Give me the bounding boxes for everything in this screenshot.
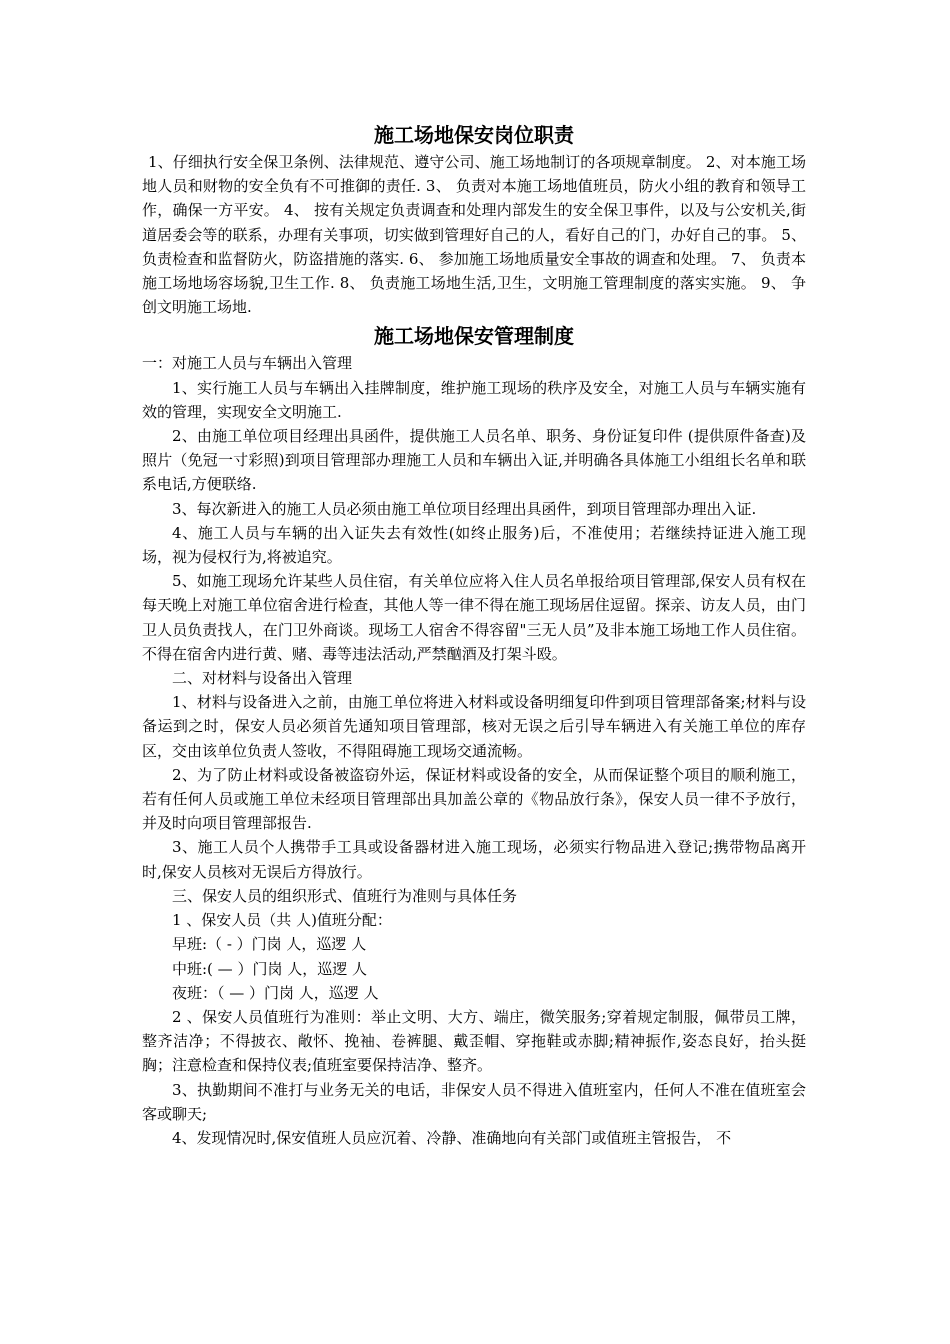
- section3-heading: 三、保安人员的组织形式、值班行为准则与具体任务: [172, 886, 518, 905]
- shift-morning: 早班:（ - ）门岗 人，巡逻 人: [172, 935, 367, 954]
- section1-item: 2、由施工单位项目经理出具函件，提供施工人员名单、职务、身份证复印件 (提供原件备查)及照片（免冠一寸彩照)到项目管理部办理施工人员和车辆出入证,并明确各具体施工小组组长名单和联系电话,方便联络.: [142, 427, 806, 494]
- section2-item: 3、施工人员个人携带手工具或设备器材进入施工现场，必须实行物品进入登记;携带物品离开时,保安人员核对无误后方得放行。: [142, 838, 806, 881]
- title-duties: 施工场地保安岗位职责: [374, 123, 574, 147]
- section3-item: 1 、保安人员（共 人)值班分配：: [172, 911, 392, 930]
- section1-item: 5、如施工现场允许某些人员住宿，有关单位应将入住人员名单报给项目管理部,保安人员有权在每天晚上对施工单位宿舍进行检查，其他人等一律不得在施工现场居住逗留。探亲、访友人员，由门卫人员负责找人，在门卫外商谈。现场工人宿舍不得容留"三无人员”及非本施工场地工作人员住宿。不得在宿舍内进行黄、赌、毒等违法活动,严禁酗酒及打架斗殴。: [142, 572, 806, 663]
- section1-item: 3、每次新进入的施工人员必须由施工单位项目经理出具函件，到项目管理部办理出入证.: [172, 499, 757, 518]
- section3-item: 4、发现情况时,保安值班人员应沉着、冷静、准确地向有关部门或值班主管报告， 不: [172, 1128, 732, 1147]
- section1-item: 1、实行施工人员与车辆出入挂牌制度，维护施工现场的秩序及安全，对施工人员与车辆实施有效的管理，实现安全文明施工.: [142, 378, 806, 421]
- section3-item: 2 、保安人员值班行为准则：举止文明、大方、端庄，微笑服务;穿着规定制服，佩带员工牌，整齐洁净；不得披衣、敞怀、挽袖、卷裤腿、戴歪帽、穿拖鞋或赤脚;精神振作,姿态良好，抬头挺胸；注意检查和保持仪表;值班室要保持洁净、整齐。: [142, 1007, 806, 1075]
- section2-heading: 二、对材料与设备出入管理: [172, 669, 353, 688]
- duties-paragraph: 1、仔细执行安全保卫条例、法律规范、遵守公司、施工场地制订的各项规章制度。 2、对本施工场地人员和财物的安全负有不可推御的责任. 3、 负责对本施工场地值班员，防火小组的教育和领导工作，确保一方平安。 4、 按有关规定负责调查和处理内部发生的安全保卫事件，以及与公安机关,街道居委会等的联系，办理有关事项，切实做到管理好自己的人，看好自己的门，办好自己的事。 5、 负责检查和监督防火，防盗措施的落实. 6、 参加施工场地质量安全事故的调查和处理。 7、 负责本施工场地场容场貌,卫生工作. 8、 负责施工场地生活,卫生，文明施工管理制度的落实实施。 9、 争创文明施工场地.: [142, 153, 806, 317]
- section2-item: 2、为了防止材料或设备被盗窃外运，保证材料或设备的安全，从而保证整个项目的顺利施工，若有任何人员或施工单位未经项目管理部出具加盖公章的《物品放行条》，保安人员一律不予放行，并及时向项目管理部报告.: [142, 765, 806, 833]
- section1-item: 4、施工人员与车辆的出入证失去有效性(如终止服务)后，不准使用；若继续持证进入施工现场，视为侵权行为,将被追究。: [142, 523, 806, 567]
- section3-item: 3、执勤期间不准打与业务无关的电话，非保安人员不得进入值班室内，任何人不准在值班室会客或聊天;: [142, 1080, 806, 1123]
- shift-night: 夜班：（ — ）门岗 人，巡逻 人: [172, 983, 379, 1002]
- section2-item: 1、材料与设备进入之前，由施工单位将进入材料或设备明细复印件到项目管理部备案;材料与设备运到之时，保安人员必须首先通知项目管理部，核对无误之后引导车辆进入有关施工单位的库存区，交由该单位负责人签收，不得阻碍施工现场交通流畅。: [142, 693, 806, 760]
- title-management: 施工场地保安管理制度: [374, 324, 574, 349]
- document-body: [142, 120, 806, 1150]
- shift-middle: 中班:( — ）门岗 人，巡逻 人: [172, 959, 367, 978]
- section1-heading: 一：对施工人员与车辆出入管理: [142, 354, 353, 373]
